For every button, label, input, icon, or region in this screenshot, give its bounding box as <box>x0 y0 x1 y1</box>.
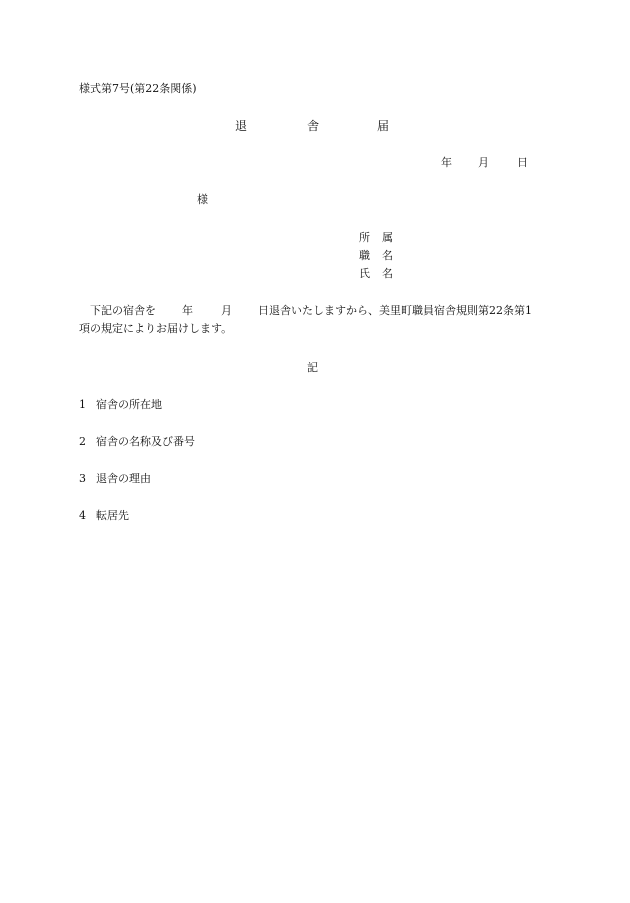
body-part-1: 下記の宿舎を <box>90 304 156 317</box>
title-char-1: 退 <box>235 119 248 133</box>
item-number: 4 <box>79 509 86 522</box>
date-day-label: 日 <box>517 156 528 169</box>
list-item <box>79 436 195 447</box>
item-label: 宿舎の名称及び番号 <box>96 435 195 448</box>
name-char-1: 氏 <box>359 267 370 280</box>
body-part-2: 日退舎いたしますから、美里町職員宿舎規則第22条第1 <box>258 304 532 317</box>
date-year-label: 年 <box>441 156 452 169</box>
body-year-label: 年 <box>182 304 193 317</box>
applicant-affiliation-label <box>359 232 393 243</box>
list-item <box>79 473 151 484</box>
affiliation-char-2: 属 <box>382 231 393 244</box>
form-number: 様式第7号(第22条関係) <box>79 82 197 95</box>
applicant-name-label <box>359 268 393 279</box>
list-item <box>79 510 129 521</box>
date-month-label: 月 <box>478 156 489 169</box>
addressee-suffix: 様 <box>197 193 208 206</box>
body-month-label: 月 <box>221 304 232 317</box>
list-item <box>79 399 162 410</box>
applicant-job-title-label <box>359 250 393 261</box>
title-char-3: 届 <box>377 119 390 133</box>
item-label: 転居先 <box>96 509 129 522</box>
body-text-line-1 <box>90 305 532 316</box>
job-title-char-1: 職 <box>359 249 370 262</box>
ki-heading: 記 <box>307 361 318 374</box>
title-char-2: 舎 <box>307 119 320 133</box>
item-number: 2 <box>79 435 86 448</box>
item-number: 3 <box>79 472 86 485</box>
date-line <box>441 157 528 168</box>
name-char-2: 名 <box>382 267 393 280</box>
item-number: 1 <box>79 398 86 411</box>
item-label: 退舎の理由 <box>96 472 151 485</box>
job-title-char-2: 名 <box>382 249 393 262</box>
body-text-line-2: 項の規定によりお届けします。 <box>79 322 233 335</box>
affiliation-char-1: 所 <box>359 231 370 244</box>
item-label: 宿舎の所在地 <box>96 398 162 411</box>
